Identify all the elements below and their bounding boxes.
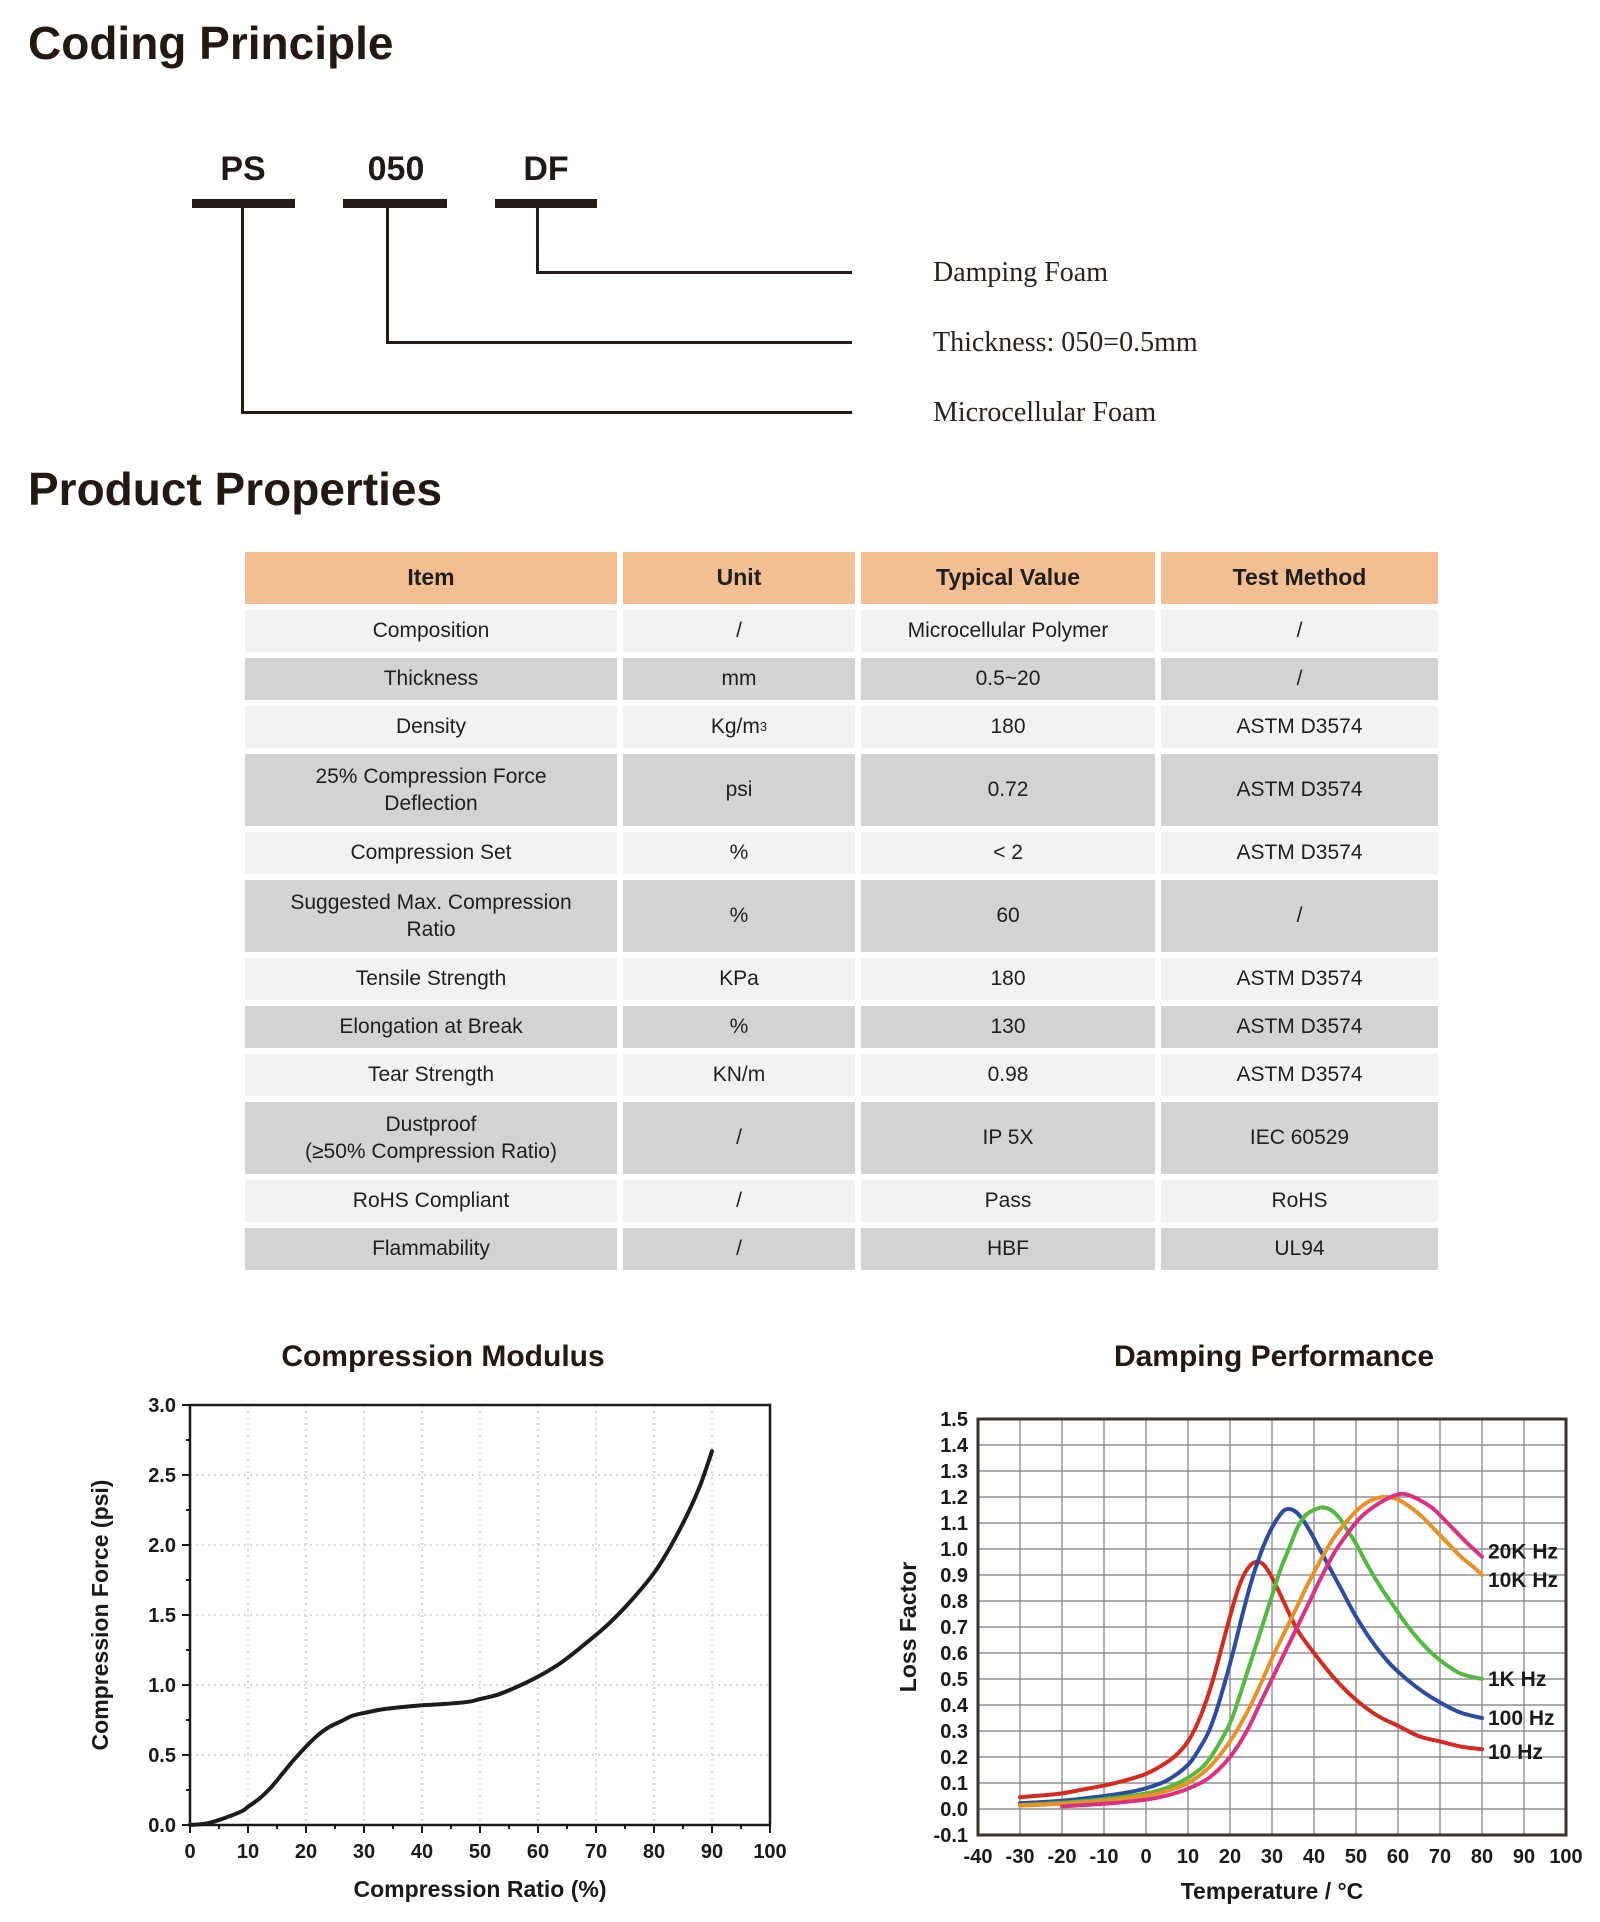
table-cell-test: ASTM D3574 xyxy=(1161,958,1438,1000)
table-cell-item: Composition xyxy=(245,610,617,652)
svg-text:0: 0 xyxy=(1140,1846,1152,1868)
table-cell-item: Density xyxy=(245,706,617,748)
svg-text:0.8: 0.8 xyxy=(940,1591,968,1613)
table-cell-typical: 0.98 xyxy=(861,1054,1155,1096)
svg-text:-20: -20 xyxy=(1047,1846,1077,1868)
svg-text:70: 70 xyxy=(584,1841,608,1863)
legend-1K Hz: 1K Hz xyxy=(1488,1668,1547,1691)
svg-text:1.2: 1.2 xyxy=(940,1487,968,1509)
svg-text:0.6: 0.6 xyxy=(940,1643,968,1665)
damping-performance-title: Damping Performance xyxy=(1113,1340,1435,1373)
table-cell-unit: % xyxy=(623,832,855,874)
svg-text:90: 90 xyxy=(1512,1846,1536,1868)
code-underline-ps xyxy=(192,199,295,208)
table-cell-unit: KN/m xyxy=(623,1054,855,1096)
svg-text:20: 20 xyxy=(294,1841,318,1863)
table-header-test-method: Test Method xyxy=(1161,552,1438,604)
table-header-typical-value: Typical Value xyxy=(861,552,1155,604)
table-cell-unit: / xyxy=(623,1180,855,1222)
connector-vertical-050 xyxy=(386,208,389,342)
table-cell-test: ASTM D3574 xyxy=(1161,1054,1438,1096)
compression-modulus-chart xyxy=(60,1390,820,1922)
table-cell-typical: 180 xyxy=(861,706,1155,748)
code-ps: PS xyxy=(220,150,266,188)
table-cell-item: Dustproof (≥50% Compression Ratio) xyxy=(245,1102,617,1174)
svg-text:1.4: 1.4 xyxy=(940,1435,968,1457)
code-df: DF xyxy=(523,150,569,188)
svg-text:1.3: 1.3 xyxy=(940,1461,968,1483)
svg-text:50: 50 xyxy=(468,1841,492,1863)
table-cell-unit: mm xyxy=(623,658,855,700)
compression-modulus-title: Compression Modulus xyxy=(281,1340,605,1373)
table-cell-item: Compression Set xyxy=(245,832,617,874)
table-cell-test: IEC 60529 xyxy=(1161,1102,1438,1174)
svg-text:1.0: 1.0 xyxy=(148,1675,176,1697)
table-cell-unit: % xyxy=(623,880,855,952)
svg-text:60: 60 xyxy=(526,1841,550,1863)
svg-text:100: 100 xyxy=(1549,1846,1583,1868)
table-header-item: Item xyxy=(245,552,617,604)
svg-text:0: 0 xyxy=(184,1841,196,1863)
table-cell-item: Flammability xyxy=(245,1228,617,1270)
svg-text:-10: -10 xyxy=(1089,1846,1119,1868)
table-cell-unit: psi xyxy=(623,754,855,826)
connector-vertical-df xyxy=(536,208,539,272)
series-1K Hz xyxy=(1020,1507,1482,1805)
svg-text:80: 80 xyxy=(642,1841,666,1863)
table-cell-typical: 0.5~20 xyxy=(861,658,1155,700)
svg-text:30: 30 xyxy=(352,1841,376,1863)
svg-text:2.0: 2.0 xyxy=(148,1535,176,1557)
svg-text:0.2: 0.2 xyxy=(940,1747,968,1769)
svg-text:0.5: 0.5 xyxy=(148,1745,176,1767)
coding-principle-title: Coding Principle xyxy=(28,17,394,69)
legend-10K Hz: 10K Hz xyxy=(1488,1569,1559,1593)
table-cell-item: Suggested Max. Compression Ratio xyxy=(245,880,617,952)
svg-text:Loss Factor: Loss Factor xyxy=(895,1561,921,1693)
table-cell-unit: / xyxy=(623,1102,855,1174)
svg-text:0.7: 0.7 xyxy=(940,1617,968,1639)
svg-text:100: 100 xyxy=(753,1841,787,1863)
svg-text:0.0: 0.0 xyxy=(940,1799,968,1821)
damping-performance-chart xyxy=(860,1390,1600,1922)
svg-text:1.0: 1.0 xyxy=(940,1539,968,1561)
table-cell-unit: Kg/m 3 xyxy=(623,706,855,748)
series-10K Hz xyxy=(1020,1497,1482,1806)
table-cell-test: ASTM D3574 xyxy=(1161,754,1438,826)
table-cell-typical: < 2 xyxy=(861,832,1155,874)
series-compression-force xyxy=(190,1451,712,1825)
table-cell-item: Elongation at Break xyxy=(245,1006,617,1048)
svg-text:3.0: 3.0 xyxy=(148,1395,176,1417)
svg-text:1.5: 1.5 xyxy=(940,1409,968,1431)
table-cell-unit: % xyxy=(623,1006,855,1048)
table-cell-test: / xyxy=(1161,658,1438,700)
table-cell-test: / xyxy=(1161,610,1438,652)
svg-text:90: 90 xyxy=(700,1841,724,1863)
table-cell-item: RoHS Compliant xyxy=(245,1180,617,1222)
connector-horizontal-050 xyxy=(386,341,852,344)
svg-text:2.5: 2.5 xyxy=(148,1465,176,1487)
table-cell-unit: / xyxy=(623,1228,855,1270)
svg-text:80: 80 xyxy=(1470,1846,1494,1868)
table-cell-item: Tensile Strength xyxy=(245,958,617,1000)
svg-text:50: 50 xyxy=(1344,1846,1368,1868)
svg-text:-30: -30 xyxy=(1005,1846,1035,1868)
svg-text:0.0: 0.0 xyxy=(148,1815,176,1837)
svg-text:Temperature / °C: Temperature / °C xyxy=(1180,1878,1364,1904)
svg-text:60: 60 xyxy=(1386,1846,1410,1868)
svg-text:0.9: 0.9 xyxy=(940,1565,968,1587)
table-cell-unit: KPa xyxy=(623,958,855,1000)
svg-text:-0.1: -0.1 xyxy=(933,1825,968,1847)
connector-horizontal-df xyxy=(536,271,852,274)
table-cell-test: RoHS xyxy=(1161,1180,1438,1222)
code-underline-050 xyxy=(343,199,447,208)
svg-text:Compression Force (psi): Compression Force (psi) xyxy=(87,1479,113,1751)
svg-text:10: 10 xyxy=(1176,1846,1200,1868)
svg-text:1.5: 1.5 xyxy=(148,1605,176,1627)
table-cell-typical: 0.72 xyxy=(861,754,1155,826)
svg-text:10: 10 xyxy=(236,1841,260,1863)
svg-text:0.1: 0.1 xyxy=(940,1773,968,1795)
code-underline-df xyxy=(495,199,597,208)
table-cell-test: ASTM D3574 xyxy=(1161,1006,1438,1048)
code-label-microcellular-foam: Microcellular Foam xyxy=(933,397,1157,428)
table-cell-typical: 60 xyxy=(861,880,1155,952)
table-header-unit: Unit xyxy=(623,552,855,604)
table-cell-unit: / xyxy=(623,610,855,652)
product-properties-table xyxy=(245,552,1438,1270)
table-cell-typical: HBF xyxy=(861,1228,1155,1270)
svg-text:20: 20 xyxy=(1218,1846,1242,1868)
table-cell-typical: 130 xyxy=(861,1006,1155,1048)
table-cell-typical: Pass xyxy=(861,1180,1155,1222)
svg-text:1.1: 1.1 xyxy=(940,1513,968,1535)
code-label-thickness: Thickness: 050=0.5mm xyxy=(933,327,1198,358)
table-cell-typical: Microcellular Polymer xyxy=(861,610,1155,652)
table-cell-test: / xyxy=(1161,880,1438,952)
svg-text:40: 40 xyxy=(410,1841,434,1863)
table-cell-test: ASTM D3574 xyxy=(1161,832,1438,874)
code-label-damping-foam: Damping Foam xyxy=(933,257,1108,288)
table-cell-test: ASTM D3574 xyxy=(1161,706,1438,748)
svg-text:0.3: 0.3 xyxy=(940,1721,968,1743)
table-cell-item: Thickness xyxy=(245,658,617,700)
svg-text:70: 70 xyxy=(1428,1846,1452,1868)
table-cell-typical: IP 5X xyxy=(861,1102,1155,1174)
table-cell-typical: 180 xyxy=(861,958,1155,1000)
legend-10 Hz: 10 Hz xyxy=(1488,1740,1543,1764)
svg-text:-40: -40 xyxy=(963,1846,993,1868)
svg-text:0.5: 0.5 xyxy=(940,1669,968,1691)
code-050: 050 xyxy=(367,150,425,188)
connector-vertical-ps xyxy=(241,208,244,412)
table-cell-item: 25% Compression Force Deflection xyxy=(245,754,617,826)
svg-text:30: 30 xyxy=(1260,1846,1284,1868)
legend-20K Hz: 20K Hz xyxy=(1488,1540,1559,1564)
svg-text:0.4: 0.4 xyxy=(940,1695,968,1717)
table-cell-item: Tear Strength xyxy=(245,1054,617,1096)
connector-horizontal-ps xyxy=(241,411,852,414)
product-properties-title: Product Properties xyxy=(28,463,443,515)
table-cell-test: UL94 xyxy=(1161,1228,1438,1270)
svg-text:40: 40 xyxy=(1302,1846,1326,1868)
legend-100 Hz: 100 Hz xyxy=(1488,1707,1555,1730)
svg-text:Compression Ratio (%): Compression Ratio (%) xyxy=(353,1876,607,1902)
